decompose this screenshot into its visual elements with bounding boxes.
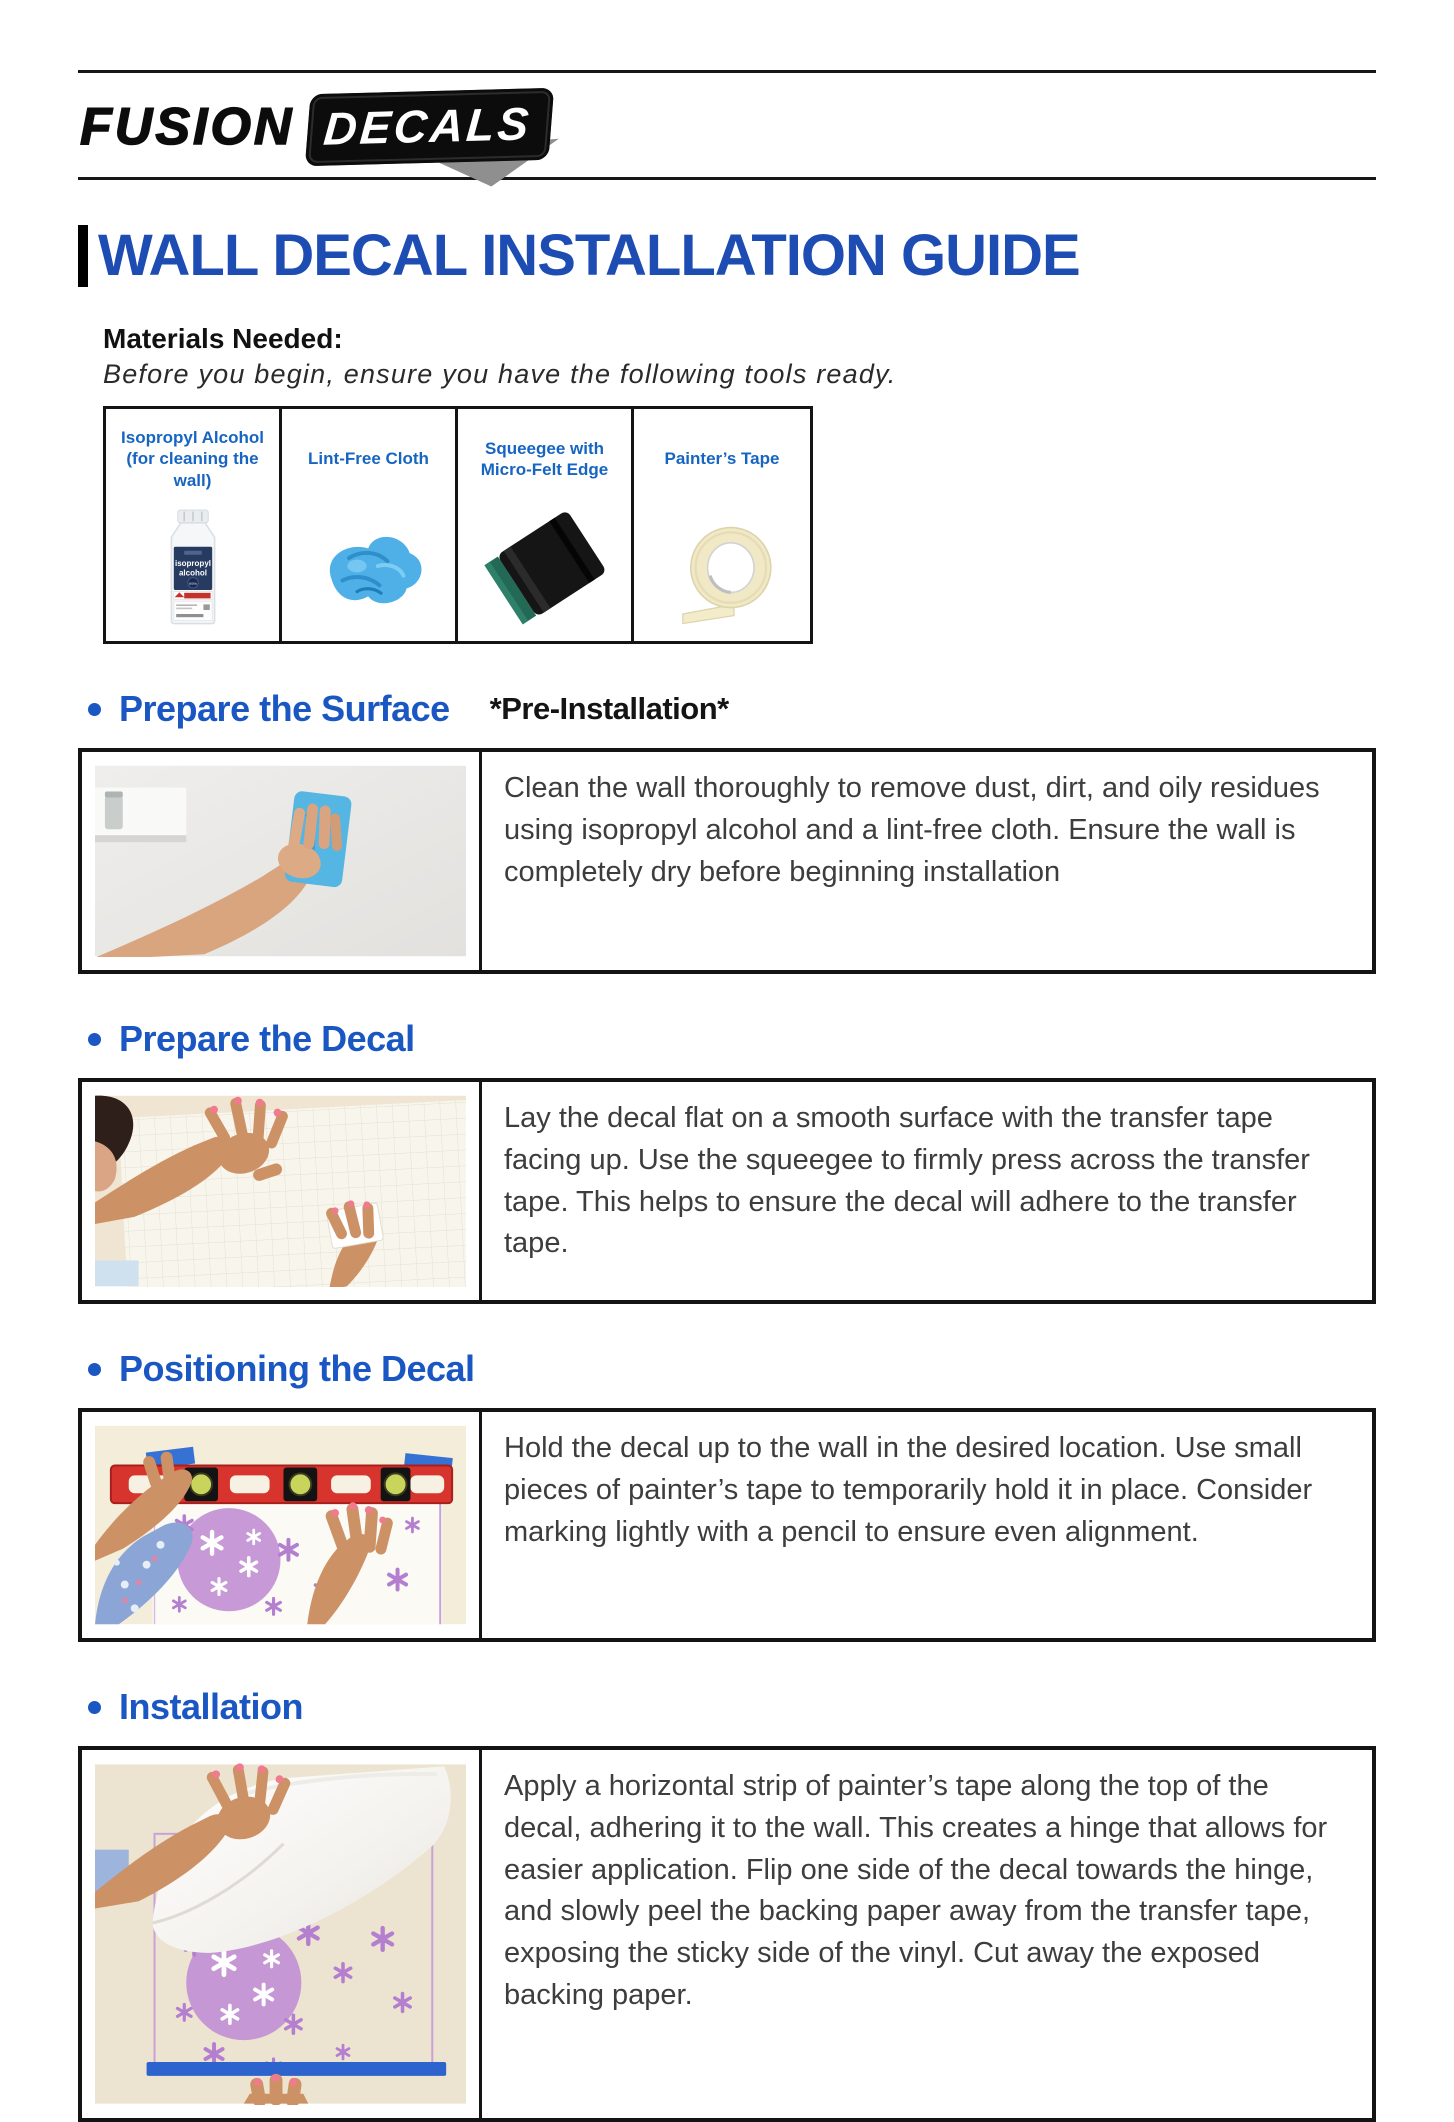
blue-cloth-icon (288, 501, 449, 631)
materials-subheading: Before you begin, ensure you have the following tools ready. (103, 359, 897, 389)
bullet-icon (88, 1701, 101, 1714)
wall-cleaning-photo (82, 752, 482, 970)
squeegee-illustration (470, 502, 620, 630)
prepare-surface-text: Clean the wall thoroughly to remove dust, dirt, and oily residues using isopropyl alcohol and a lint-free cloth. Ensure the wall is completely dry before beginning installation (504, 772, 1320, 888)
bullet-icon (88, 1363, 101, 1376)
level-positioning-photo (82, 1412, 482, 1638)
title-accent-bar (78, 225, 88, 287)
section-title: Installation (119, 1686, 304, 1727)
positioning-decal-row (78, 1408, 1376, 1642)
material-label: Squeegee with Micro-Felt Edge (480, 438, 609, 479)
materials-table (103, 406, 813, 644)
logo-fusion-wordmark: FUSION (80, 98, 295, 156)
section-heading-positioning-decal (88, 1348, 1376, 1390)
bullet-icon (88, 703, 101, 716)
prepare-decal-text: Lay the decal flat on a smooth surface with the transfer tape facing up. Use the squeegee to firmly press across the transfer tape. This helps to ensure the decal will adhere to the transfer tape. (504, 1102, 1310, 1260)
squeegee-icon (464, 501, 625, 631)
peeling-backing-photo (82, 1750, 482, 2118)
section-title: Positioning the Decal (119, 1348, 475, 1389)
material-cell-squeegee (458, 409, 634, 641)
section-heading-installation (88, 1686, 1376, 1728)
material-cell-lint-free-cloth (282, 409, 458, 641)
pre-installation-note: *Pre-Installation* (489, 691, 729, 726)
logo-decals-wordmark: DECALS (305, 88, 554, 166)
material-label: Painter’s Tape (664, 449, 780, 469)
installation-text: Apply a horizontal strip of painter’s tape along the top of the decal, adhering it to the wall. This creates a hinge that allows for easier application. Flip one side of the decal towards the hinge, and slowly peel the backing paper away from the transfer tape, exposing the sticky side of the vinyl. Cut away the exposed backing paper. (504, 1770, 1328, 2011)
installation-row (78, 1746, 1376, 2122)
section-title: Prepare the Surface (119, 688, 450, 729)
svg-text:isopropyl: isopropyl (174, 559, 211, 568)
section-title: Prepare the Decal (119, 1018, 415, 1059)
blue-cloth-illustration (294, 502, 444, 630)
tape-roll-icon (640, 501, 804, 631)
material-label: Isopropyl Alcohol (for cleaning the wall) (121, 428, 264, 490)
level-positioning-illustration (95, 1425, 466, 1625)
material-label: Lint-Free Cloth (308, 449, 429, 469)
prepare-decal-row (78, 1078, 1376, 1304)
decal-squeegee-illustration (95, 1095, 466, 1287)
logo-decals-badge (308, 91, 551, 163)
svg-text:99%: 99% (188, 581, 197, 587)
section-heading-prepare-surface (88, 688, 1376, 730)
page-title: WALL DECAL INSTALLATION GUIDE (98, 223, 1080, 288)
section-heading-prepare-decal (88, 1018, 1376, 1060)
peeling-backing-illustration (95, 1763, 466, 2105)
prepare-surface-row (78, 748, 1376, 974)
positioning-decal-text: Hold the decal up to the wall in the desired location. Use small pieces of painter’s tape to temporarily hold it in place. Consider marking lightly with a pencil to ensure even alignment. (504, 1432, 1313, 1548)
svg-text:alcohol: alcohol (178, 568, 207, 578)
material-cell-painters-tape (634, 409, 810, 641)
header-divider (78, 177, 1376, 180)
tape-roll-illustration (647, 502, 797, 630)
installation-guide-page (0, 70, 1454, 2122)
materials-heading: Materials Needed: (103, 323, 343, 354)
decal-squeegee-photo (82, 1082, 482, 1300)
alcohol-bottle-icon (112, 501, 273, 631)
wall-cleaning-illustration (95, 765, 466, 957)
alcohol-bottle-illustration (118, 502, 268, 630)
fusion-decals-logo (78, 73, 1376, 177)
material-cell-isopropyl-alcohol (106, 409, 282, 641)
title-row (78, 222, 1376, 289)
bullet-icon (88, 1033, 101, 1046)
